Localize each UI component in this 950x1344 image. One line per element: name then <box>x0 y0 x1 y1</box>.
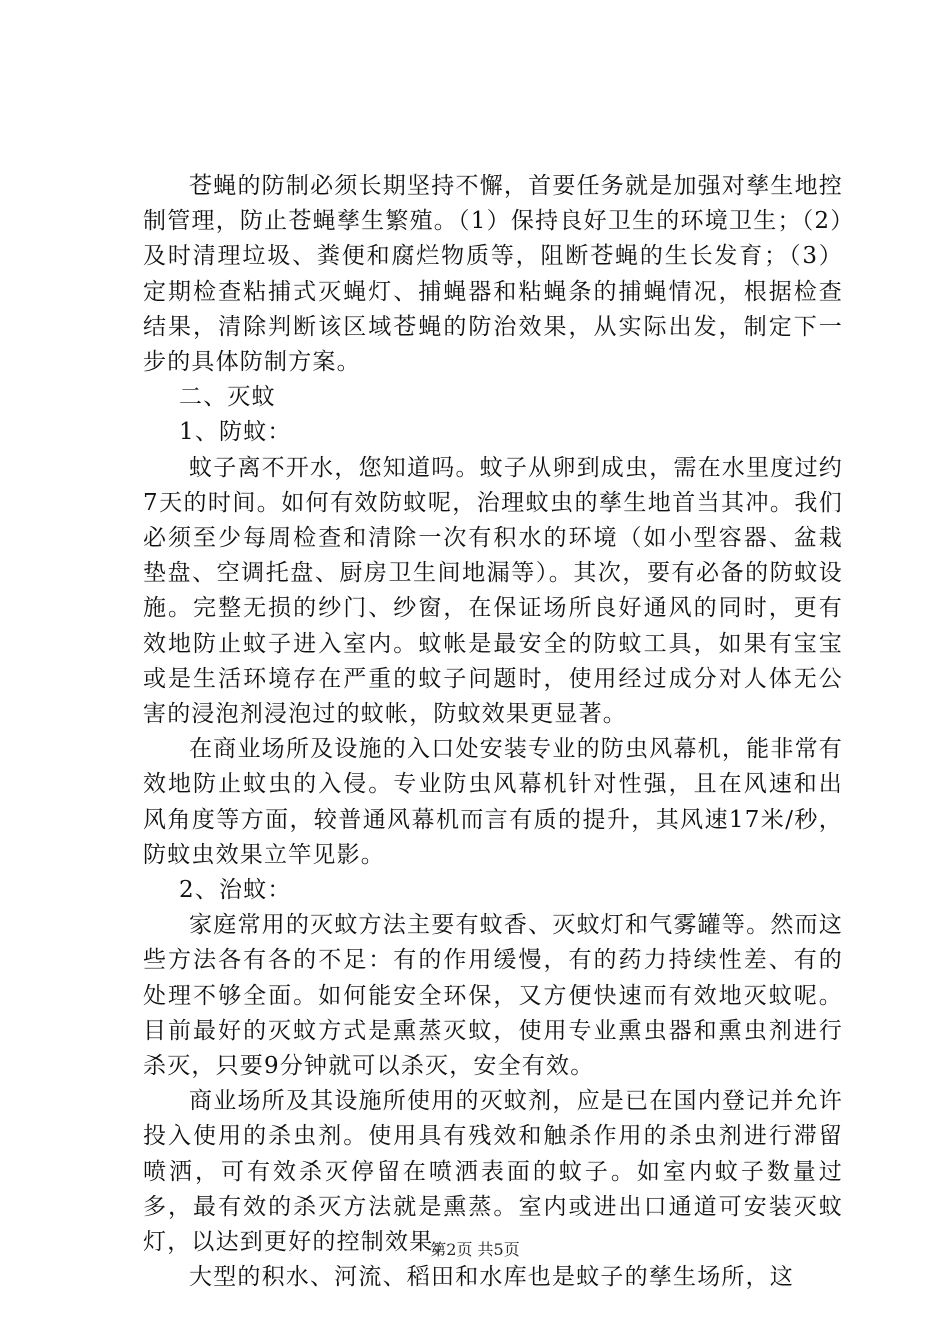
paragraph-fly-control: 苍蝇的防制必须长期坚持不懈，首要任务就是加强对孳生地控制管理，防止苍蝇孳生繁殖。（1）保持良好卫生的环境卫生；（2）及时清理垃圾、粪便和腐烂物质等，阻断苍蝇的生长发育；（3）定期检查粘捕式灭蝇灯、捕蝇器和粘蝇条的捕蝇情况，根据检查结果，清除判断该区域苍蝇的防治效果，从实际出发，制定下一步的具体防制方案。 <box>143 173 843 376</box>
paragraph-commercial-insecticide: 商业场所及其设施所使用的灭蚊剂，应是已在国内登记并允许投入使用的杀虫剂。使用具有残效和触杀作用的杀虫剂进行滞留喷洒，可有效杀灭停留在喷洒表面的蚊子。如室内蚊子数量过多，最有效的杀灭方法就是熏蒸。室内或进出口通道可安装灭蚊灯，以达到更好的控制效果。 <box>143 1088 843 1256</box>
page-footer: 第2页 共5页 <box>430 1240 520 1259</box>
paragraph-air-curtain: 在商业场所及设施的入口处安装专业的防虫风幕机，能非常有效地防止蚊虫的入侵。专业防虫风幕机针对性强，且在风速和出风角度等方面，较普通风幕机而言有质的提升，其风速17米/秒，防蚊虫效果立竿见影。 <box>143 736 843 868</box>
section-heading-mosquito: 二、灭蚊 <box>179 384 276 411</box>
paragraph-home-methods: 家庭常用的灭蚊方法主要有蚊香、灭蚊灯和气雾罐等。然而这些方法各有各的不足：有的作用缓慢，有的药力持续性差、有的处理不够全面。如何能安全环保，又方便快速而有效地灭蚊呢。目前最好的灭蚊方式是熏蒸灭蚊，使用专业熏虫器和熏虫剂进行杀灭，只要9分钟就可以杀灭，安全有效。 <box>143 912 843 1080</box>
paragraph-breeding-sites: 大型的积水、河流、稻田和水库也是蚊子的孳生场所，这 <box>189 1264 794 1291</box>
subheading-prevention: 1、防蚊： <box>179 419 292 446</box>
subheading-treatment: 2、治蚊： <box>179 877 292 904</box>
document-body <box>143 169 843 1296</box>
paragraph-mosquito-prevention: 蚊子离不开水，您知道吗。蚊子从卵到成虫，需在水里度过约7天的时间。如何有效防蚊呢，治理蚊虫的孳生地首当其冲。我们必须至少每周检查和清除一次有积水的环境（如小型容器、盆栽垫盘、空调托盘、厨房卫生间地漏等）。其次，要有必备的防蚊设施。完整无损的纱门、纱窗，在保证场所良好通风的同时，更有效地防止蚊子进入室内。蚊帐是最安全的防蚊工具，如果有宝宝或是生活环境存在严重的蚊子问题时，使用经过成分对人体无公害的浸泡剂浸泡过的蚊帐，防蚊效果更显著。 <box>143 454 843 728</box>
